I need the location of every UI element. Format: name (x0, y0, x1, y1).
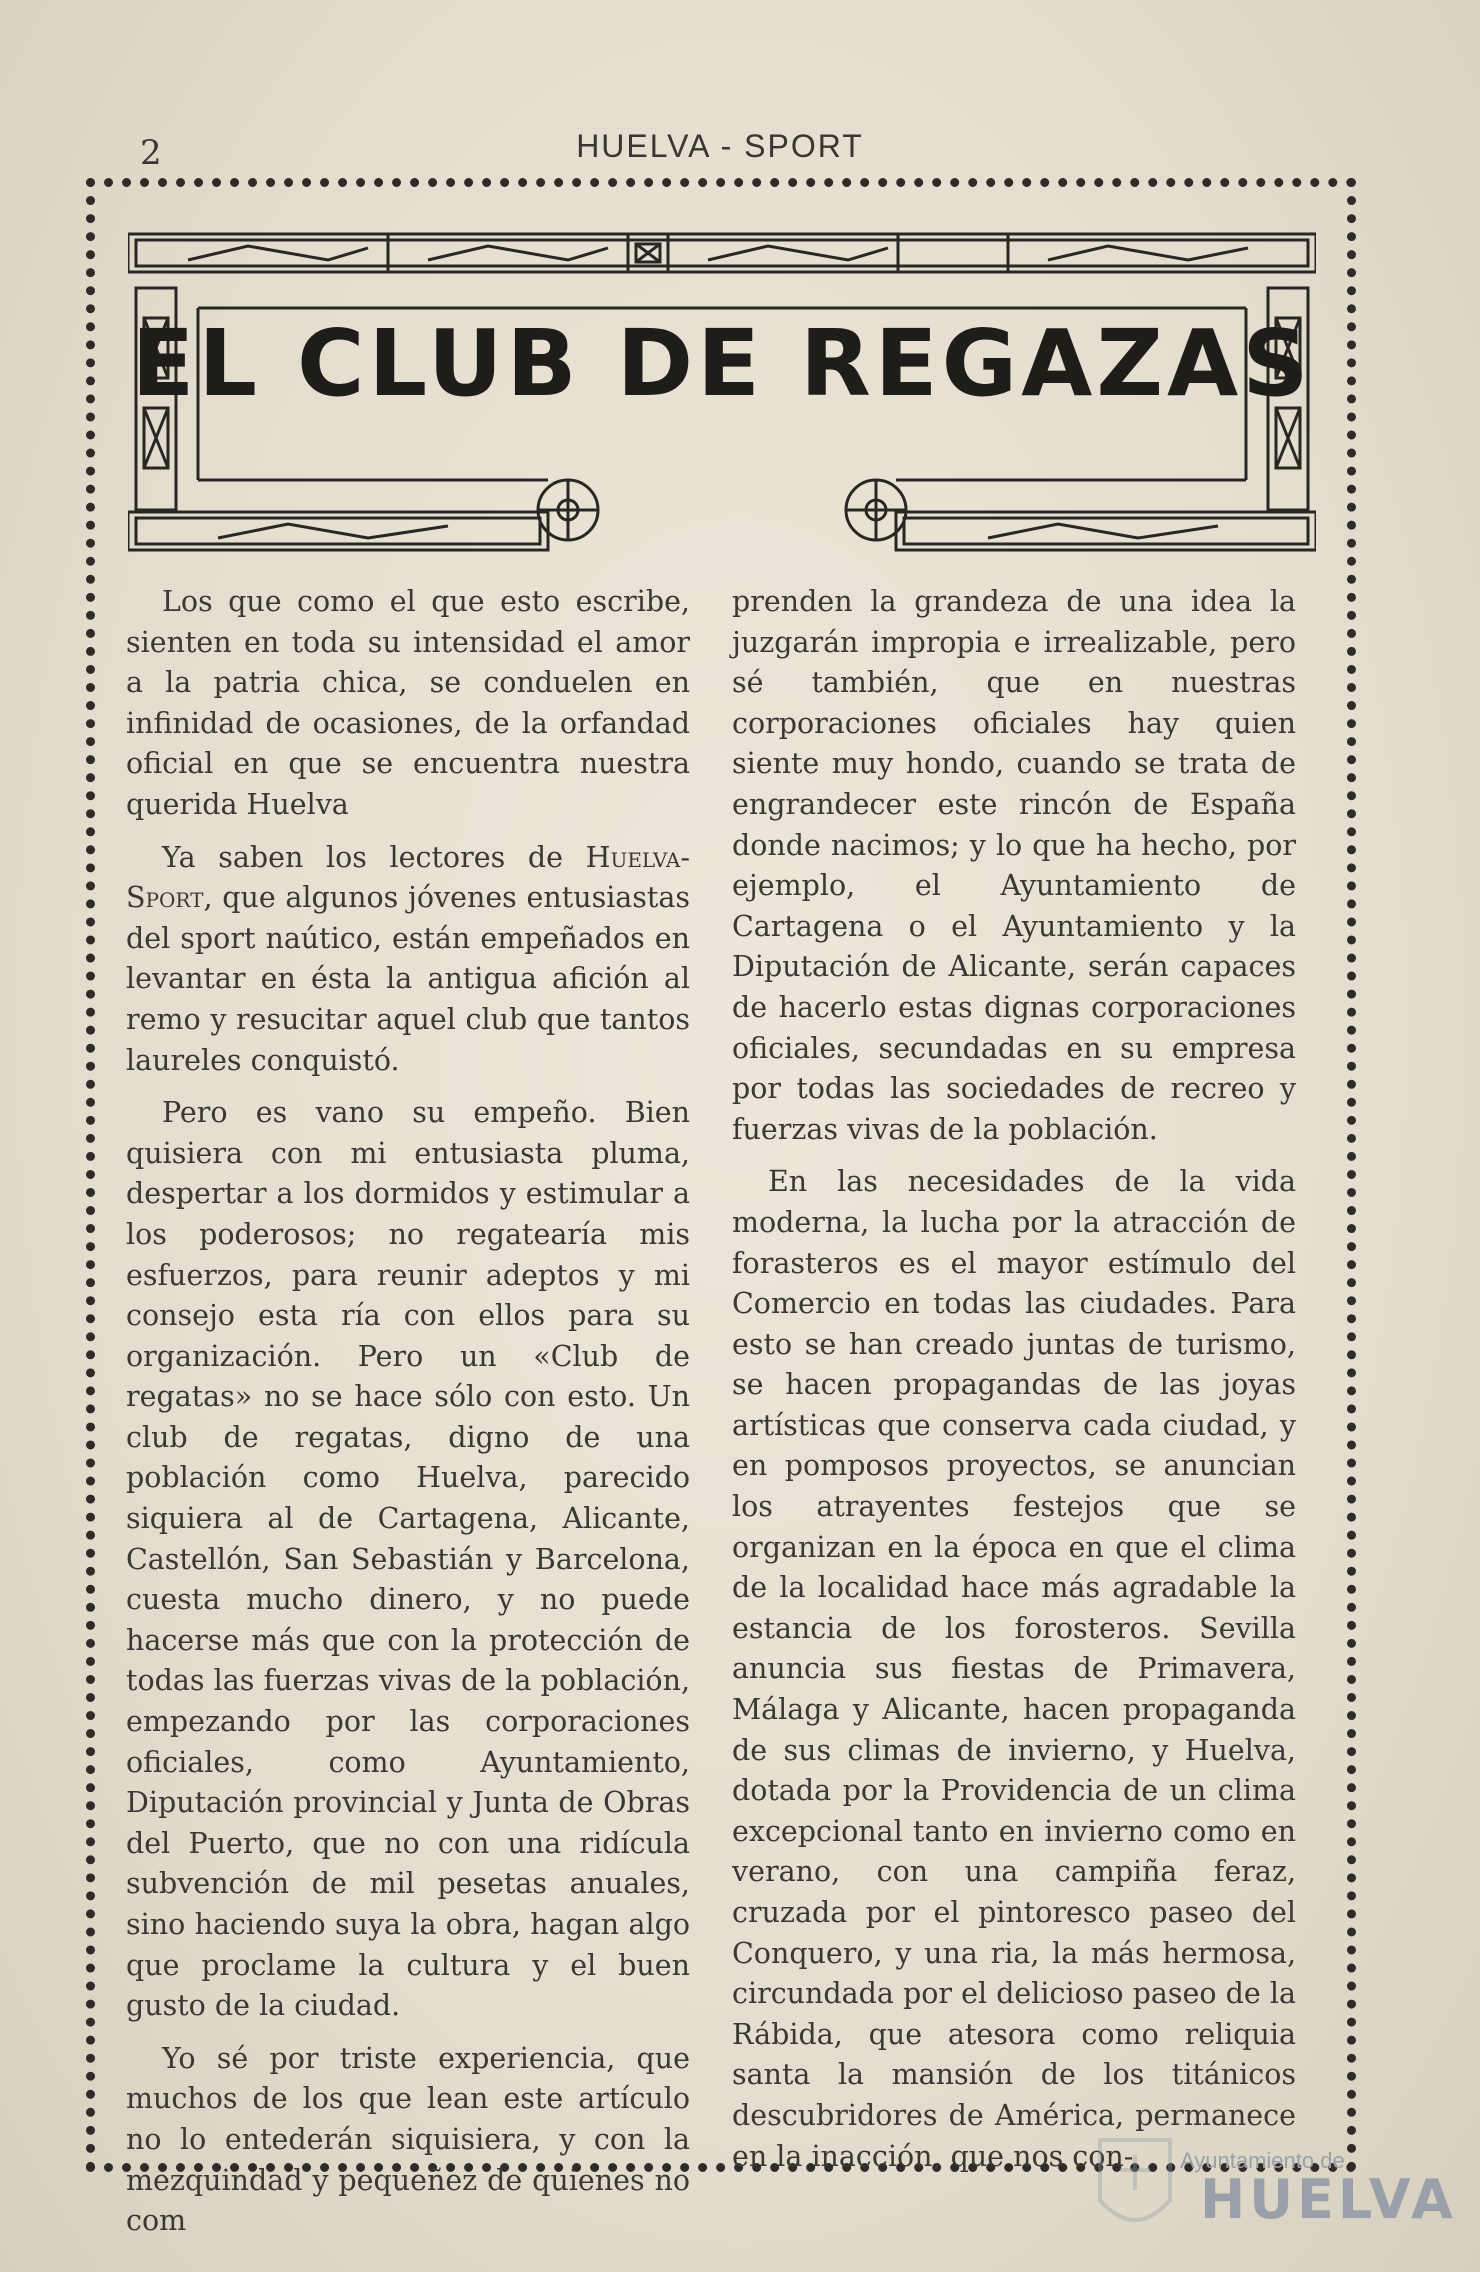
paragraph: Yo sé por triste experiencia, que muchos de los que lean este artículo no lo entederán siquisiera, y con la mezquindad y pequeñez de quienes no com (126, 2041, 690, 2238)
paragraph: Pero es vano su empeño. Bien quisiera con mi entusiasta pluma, despertar a los dormidos y estimular a los poderosos; no regatearía mis esfuerzos, para reunir adeptos y mi consejo esta ría con ellos para su organización. Pero un «Club de regatas» no se hace sólo con esto. Un club de regatas, digno de una población como Huelva, parecido siquiera al de Cartagena, Alicante, Castellón, San Sebastián y Barcelona, cuesta mucho dinero, y no puede hacerse más que con la protección de todas las fuerzas vivas de la población, empezando por las corporaciones oficiales, como Ayuntamiento, Diputación provincial y Junta de Obras del Puerto, que no con una ridícula subvención de mil pesetas anuales, sino haciendo suya la obra, hagan algo que proclame la cultura y el buen gusto de la ciudad. (126, 1096, 690, 2023)
paragraph-rest: , que algunos jóvenes entusiastas del sport naútico, están empeñados en levantar en ésta la antigua afición al remo y resucitar aquel club que tantos laureles conquistó. (126, 881, 690, 1077)
watermark-line1: Ayuntamiento de (1180, 2148, 1345, 2173)
paragraph-lead: Ya saben los lectores de (162, 840, 586, 874)
left-column (126, 582, 690, 2254)
paragraph: En las necesidades de la vida moderna, la lucha por la atracción de forasteros es el mayor estímulo del Comercio en todas las ciudades. Para esto se han creado juntas de turismo, se hacen propagandas de las joyas artísticas que conserva cada ciudad, y en pomposos proyectos, se anuncian los atrayentes festejos que se organizan en la época en que el clima de la localidad hace más agradable la estancia de los forosteros. Sevilla anuncia sus fiestas de Primavera, Málaga y Alicante, hacen propaganda de sus climas de invierno, y Huelva, dotada por la Providencia de un clima excepcional tanto en invierno como en verano, con una campiña feraz, cruzada por el pintoresco paseo del Conquero, y una ria, la más hermosa, circundada por el delicioso paseo de la Rábida, que atesora como reliquia santa la mansión de los titánicos descubridores de América, permanece en la inacción, que nos con- (732, 1165, 1296, 2173)
watermark-line2: HUELVA (1200, 2168, 1457, 2231)
publication-name: Huelva-Sport (126, 840, 690, 915)
page-number: 2 (140, 133, 162, 173)
paragraph: Los que como el que esto escribe, sienten en toda su intensidad el amor a la patria chica, se conduelen en infinidad de ocasiones, de la orfandad oficial en que se encuentra nuestra querida Huelva (126, 585, 690, 821)
paragraph (126, 838, 690, 1082)
right-column (732, 582, 1296, 2189)
running-title: HUELVA - SPORT (576, 128, 864, 164)
article-title: EL CLUB DE REGAZAS (131, 310, 1313, 417)
paragraph: prenden la grandeza de una idea la juzgarán impropia e irrealizable, pero sé también, que en nuestras corporaciones oficiales hay quien siente muy hondo, cuando se trata de engrandecer este rincón de España donde nacimos; y lo que ha hecho, por ejemplo, el Ayuntamiento de Cartagena o el Ayuntamiento y la Diputación de Alicante, serán capaces de hacerlo estas dignas corporaciones oficiales, secundadas en su empresa por todas las sociedades de recreo y fuerzas vivas de la población. (732, 585, 1296, 1146)
